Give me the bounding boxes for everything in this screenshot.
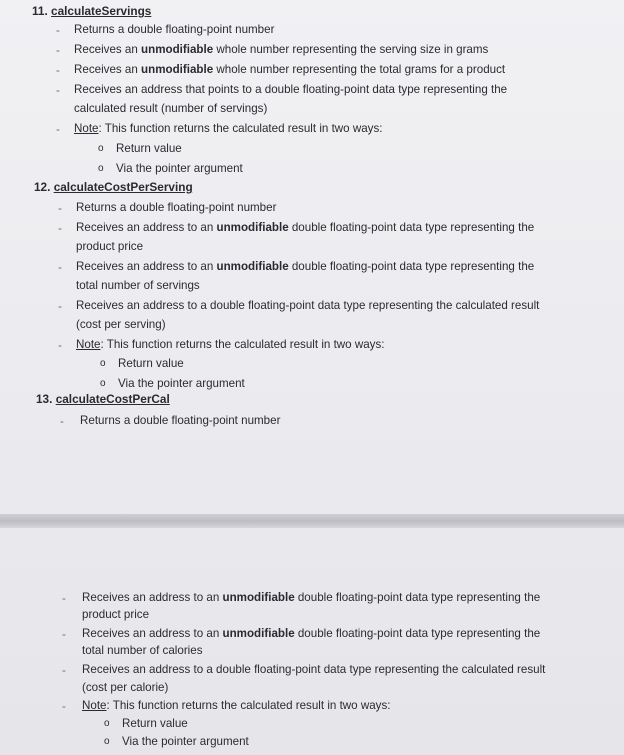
section-11-heading: [32, 4, 151, 18]
text-run: whole number representing the total grams for a product: [213, 63, 506, 76]
text-run: whole number representing the serving size in grams: [213, 43, 489, 56]
list-item-continuation: product price: [82, 608, 150, 621]
list-item: [82, 588, 540, 607]
text-run: double floating-point data type representing the: [288, 260, 535, 273]
note-line: [74, 119, 382, 138]
bullet-dash: -: [56, 123, 60, 136]
bold-text: unmodifiable: [216, 221, 289, 234]
sub-item: Return value: [122, 717, 188, 730]
bullet-dash: -: [56, 64, 60, 77]
section-number: 11.: [32, 4, 48, 18]
bullet-dash: -: [60, 415, 64, 428]
bullet-circle: o: [100, 358, 106, 369]
list-item: Returns a double floating-point number: [80, 414, 281, 427]
list-item-continuation: (cost per calorie): [82, 681, 169, 694]
bullet-dash: -: [62, 628, 66, 641]
bullet-dash: -: [62, 664, 66, 677]
sub-item: Via the pointer argument: [122, 735, 249, 748]
bullet-dash: -: [56, 44, 60, 57]
bullet-circle: o: [98, 143, 104, 154]
section-number: 12.: [34, 180, 51, 194]
sub-item: Via the pointer argument: [116, 162, 243, 175]
text-run: Receives an address to an: [76, 221, 217, 234]
list-item: [74, 40, 488, 59]
bold-text: unmodifiable: [141, 63, 214, 76]
bold-text: unmodifiable: [216, 260, 289, 273]
note-label: Note: [82, 699, 107, 712]
bullet-circle: o: [100, 378, 106, 389]
note-line: [82, 696, 390, 715]
bullet-circle: o: [104, 736, 110, 747]
section-number: 13.: [36, 392, 53, 406]
bullet-circle: o: [98, 163, 104, 174]
section-12-heading: [34, 180, 193, 194]
bold-text: unmodifiable: [222, 627, 295, 640]
list-item-continuation: (cost per serving): [76, 318, 166, 331]
note-text: : This function returns the calculated result in two ways:: [100, 338, 385, 351]
section-13-heading: [36, 392, 170, 406]
list-item-continuation: product price: [76, 240, 144, 253]
text-run: Receives an: [74, 43, 142, 56]
bullet-dash: -: [58, 202, 62, 215]
text-run: double floating-point data type representing the: [294, 627, 541, 640]
bullet-circle: o: [104, 718, 110, 729]
text-run: double floating-point data type representing the: [288, 221, 535, 234]
list-item: [76, 257, 534, 276]
text-run: double floating-point data type representing the: [294, 591, 541, 604]
note-text: : This function returns the calculated result in two ways:: [98, 122, 383, 135]
note-text: : This function returns the calculated result in two ways:: [106, 699, 391, 712]
bullet-dash: -: [58, 222, 62, 235]
list-item: Receives an address that points to a double floating-point data type representing the: [74, 83, 508, 96]
list-item-continuation: total number of calories: [82, 644, 203, 657]
bold-text: unmodifiable: [222, 591, 295, 604]
section-title: calculateServings: [51, 4, 152, 18]
text-run: Receives an address to an: [82, 591, 223, 604]
list-item-continuation: calculated result (number of servings): [74, 102, 268, 115]
note-line: [76, 335, 384, 354]
text-run: Receives an address to an: [76, 260, 217, 273]
list-item: Receives an address to a double floating-point data type representing the calculated result: [82, 663, 546, 676]
bullet-dash: -: [56, 24, 60, 37]
list-item: [76, 218, 534, 237]
bullet-dash: -: [56, 84, 60, 97]
list-item-continuation: total number of servings: [76, 279, 200, 292]
note-label: Note: [74, 122, 99, 135]
note-label: Note: [76, 338, 101, 351]
list-item: Returns a double floating-point number: [74, 23, 275, 36]
list-item: Returns a double floating-point number: [76, 201, 277, 214]
list-item: Receives an address to a double floating-point data type representing the calculated result: [76, 299, 540, 312]
bold-text: unmodifiable: [141, 43, 214, 56]
text-run: Receives an: [74, 63, 142, 76]
bullet-dash: -: [58, 300, 62, 313]
sub-item: Via the pointer argument: [118, 377, 245, 390]
sub-item: Return value: [118, 357, 184, 370]
section-title: calculateCostPerServing: [53, 180, 193, 194]
section-title: calculateCostPerCal: [55, 392, 170, 406]
bullet-dash: -: [58, 339, 62, 352]
page-fold-divider: [0, 514, 624, 528]
bullet-dash: -: [58, 261, 62, 274]
sub-item: Return value: [116, 142, 182, 155]
text-run: Receives an address to an: [82, 627, 223, 640]
bullet-dash: -: [62, 700, 66, 713]
bullet-dash: -: [62, 592, 66, 605]
list-item: [74, 60, 505, 79]
